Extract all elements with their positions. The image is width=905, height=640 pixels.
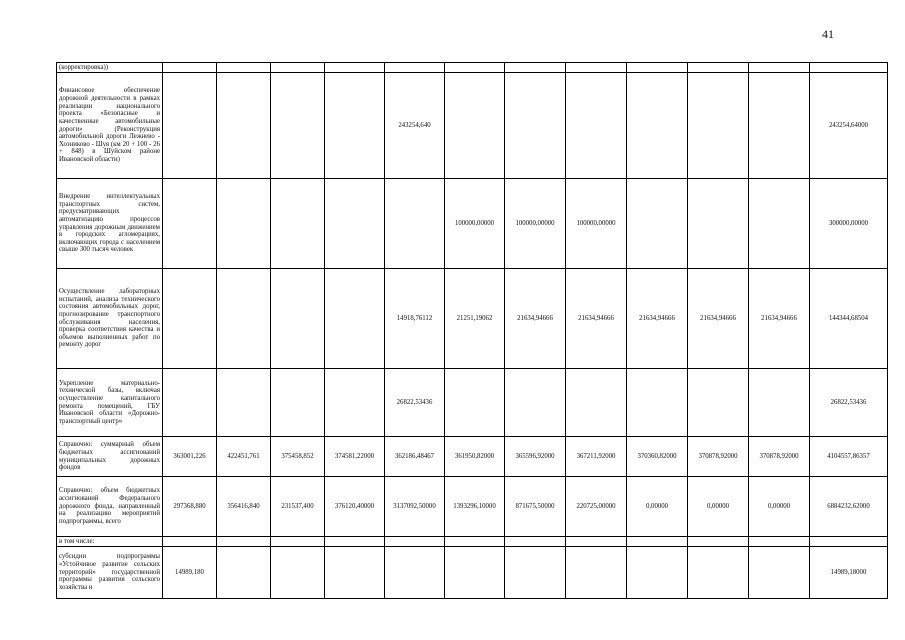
value-cell: 1393296,10000 bbox=[445, 477, 505, 537]
value-cell bbox=[627, 73, 688, 179]
value-cell: 231537,400 bbox=[271, 477, 325, 537]
value-cell bbox=[271, 537, 325, 547]
total-cell: 26822,53436 bbox=[810, 369, 888, 437]
value-cell bbox=[445, 73, 505, 179]
value-cell: 367211,92000 bbox=[566, 437, 627, 477]
value-cell bbox=[749, 63, 810, 73]
value-cell: 0,00000 bbox=[688, 477, 749, 537]
value-cell bbox=[566, 73, 627, 179]
value-cell: 871675,50000 bbox=[505, 477, 566, 537]
value-cell bbox=[271, 547, 325, 599]
value-cell bbox=[163, 63, 217, 73]
table-row bbox=[57, 369, 888, 437]
value-cell: 26822,53436 bbox=[385, 369, 445, 437]
row-name-cell: Финансовое обеспечение дорожной деятельности в рамках реализации национального проекта «Безопасные и качественные автомобильные дороги» (Реконструкция автомобильной дороги Лежнево - Хозниково - Шуя (км 20 + 100 - 26 + 848) в Шуйском районе Ивановской области) bbox=[57, 73, 163, 179]
value-cell bbox=[385, 179, 445, 269]
table-row bbox=[57, 63, 888, 73]
value-cell bbox=[217, 369, 271, 437]
table-row bbox=[57, 537, 888, 547]
value-cell bbox=[688, 73, 749, 179]
value-cell: 370878,92000 bbox=[749, 437, 810, 477]
value-cell bbox=[325, 73, 385, 179]
value-cell bbox=[566, 547, 627, 599]
value-cell bbox=[505, 63, 566, 73]
row-name-cell: (корректировка)) bbox=[57, 63, 163, 73]
row-name-cell: в том числе: bbox=[57, 537, 163, 547]
table-row bbox=[57, 73, 888, 179]
row-name-cell: Справочно: суммарный объем бюджетных ассигнований муниципальных дорожных фондов bbox=[57, 437, 163, 477]
value-cell: 422451,761 bbox=[217, 437, 271, 477]
table-row bbox=[57, 269, 888, 369]
value-cell bbox=[505, 547, 566, 599]
total-cell: 243254,64000 bbox=[810, 73, 888, 179]
value-cell bbox=[271, 369, 325, 437]
table-row bbox=[57, 179, 888, 269]
value-cell: 3137092,50000 bbox=[385, 477, 445, 537]
value-cell bbox=[627, 547, 688, 599]
value-cell: 21634,94666 bbox=[566, 269, 627, 369]
value-cell: 21634,94666 bbox=[505, 269, 566, 369]
row-name-cell: Укрепление материально-технической базы, включая осуществление капитального ремонта помещений, ГБУ Ивановской области «Дорожно-транспортный центр» bbox=[57, 369, 163, 437]
value-cell bbox=[749, 73, 810, 179]
value-cell: 21634,94666 bbox=[688, 269, 749, 369]
value-cell bbox=[385, 537, 445, 547]
value-cell bbox=[505, 369, 566, 437]
value-cell bbox=[325, 369, 385, 437]
value-cell: 100000,00000 bbox=[445, 179, 505, 269]
value-cell bbox=[445, 369, 505, 437]
value-cell: 0,00000 bbox=[749, 477, 810, 537]
total-cell bbox=[810, 63, 888, 73]
value-cell: 100000,00000 bbox=[505, 179, 566, 269]
row-name-cell: субсидии подпрограммы «Устойчивое развитие сельских территорий» государственной программы развития сельского хозяйства и bbox=[57, 547, 163, 599]
value-cell bbox=[688, 369, 749, 437]
value-cell bbox=[566, 63, 627, 73]
value-cell bbox=[505, 537, 566, 547]
value-cell: 21634,94666 bbox=[627, 269, 688, 369]
value-cell: 363001,226 bbox=[163, 437, 217, 477]
value-cell bbox=[163, 73, 217, 179]
total-cell: 300000,00000 bbox=[810, 179, 888, 269]
value-cell bbox=[688, 63, 749, 73]
value-cell bbox=[505, 73, 566, 179]
value-cell bbox=[566, 537, 627, 547]
budget-table bbox=[56, 62, 888, 599]
total-cell: 144344,68504 bbox=[810, 269, 888, 369]
value-cell: 297368,880 bbox=[163, 477, 217, 537]
value-cell bbox=[688, 537, 749, 547]
total-cell: 14989,18000 bbox=[810, 547, 888, 599]
value-cell bbox=[271, 269, 325, 369]
page-number: 41 bbox=[822, 27, 834, 41]
value-cell bbox=[325, 179, 385, 269]
total-cell bbox=[810, 537, 888, 547]
value-cell: 362186,48467 bbox=[385, 437, 445, 477]
value-cell bbox=[749, 369, 810, 437]
value-cell bbox=[325, 537, 385, 547]
value-cell bbox=[271, 73, 325, 179]
value-cell bbox=[163, 369, 217, 437]
value-cell: 374581,22000 bbox=[325, 437, 385, 477]
value-cell bbox=[627, 179, 688, 269]
value-cell: 21634,94666 bbox=[749, 269, 810, 369]
value-cell bbox=[627, 369, 688, 437]
total-cell: 4104557,86357 bbox=[810, 437, 888, 477]
value-cell bbox=[325, 547, 385, 599]
table-row bbox=[57, 547, 888, 599]
value-cell bbox=[271, 63, 325, 73]
value-cell bbox=[217, 269, 271, 369]
row-name-cell: Внедрение интеллектуальных транспортных систем, предусматривающих автоматизацию процессов управления дорожным движением в городских агломерациях, включающих города с населением свыше 300 тысяч человек bbox=[57, 179, 163, 269]
value-cell bbox=[217, 547, 271, 599]
value-cell bbox=[385, 547, 445, 599]
table-row bbox=[57, 437, 888, 477]
value-cell bbox=[445, 537, 505, 547]
value-cell bbox=[385, 63, 445, 73]
value-cell bbox=[688, 179, 749, 269]
value-cell: 21251,19062 bbox=[445, 269, 505, 369]
row-name-cell: Осуществление лабораторных испытаний, анализа технического состояния автомобильных дорог, прогнозирование транспортного обслуживания населения, проверка соответствия качества и объемов выполненных работ по ремонту дорог bbox=[57, 269, 163, 369]
value-cell bbox=[749, 179, 810, 269]
value-cell bbox=[325, 269, 385, 369]
value-cell: 220725,00000 bbox=[566, 477, 627, 537]
value-cell bbox=[217, 63, 271, 73]
value-cell bbox=[627, 63, 688, 73]
value-cell bbox=[217, 179, 271, 269]
value-cell bbox=[749, 547, 810, 599]
value-cell: 0,00000 bbox=[627, 477, 688, 537]
value-cell bbox=[163, 537, 217, 547]
value-cell bbox=[163, 179, 217, 269]
value-cell: 376120,40000 bbox=[325, 477, 385, 537]
value-cell bbox=[217, 73, 271, 179]
value-cell bbox=[688, 547, 749, 599]
value-cell: 100000,00000 bbox=[566, 179, 627, 269]
value-cell bbox=[627, 537, 688, 547]
value-cell bbox=[445, 547, 505, 599]
value-cell: 243254,640 bbox=[385, 73, 445, 179]
table-row bbox=[57, 477, 888, 537]
value-cell: 14918,76112 bbox=[385, 269, 445, 369]
value-cell bbox=[566, 369, 627, 437]
row-name-cell: Справочно: объем бюджетных ассигнований Федерального дорожного фонда, направленный на реализацию мероприятий подпрограммы, всего bbox=[57, 477, 163, 537]
value-cell bbox=[271, 179, 325, 269]
value-cell: 356416,840 bbox=[217, 477, 271, 537]
value-cell bbox=[325, 63, 385, 73]
value-cell bbox=[445, 63, 505, 73]
value-cell: 365596,92000 bbox=[505, 437, 566, 477]
value-cell: 370878,92000 bbox=[688, 437, 749, 477]
total-cell: 6884232,62000 bbox=[810, 477, 888, 537]
value-cell bbox=[217, 537, 271, 547]
value-cell: 361950,82000 bbox=[445, 437, 505, 477]
value-cell: 370360,82000 bbox=[627, 437, 688, 477]
value-cell: 14989,180 bbox=[163, 547, 217, 599]
value-cell bbox=[163, 269, 217, 369]
value-cell: 375458,852 bbox=[271, 437, 325, 477]
value-cell bbox=[749, 537, 810, 547]
